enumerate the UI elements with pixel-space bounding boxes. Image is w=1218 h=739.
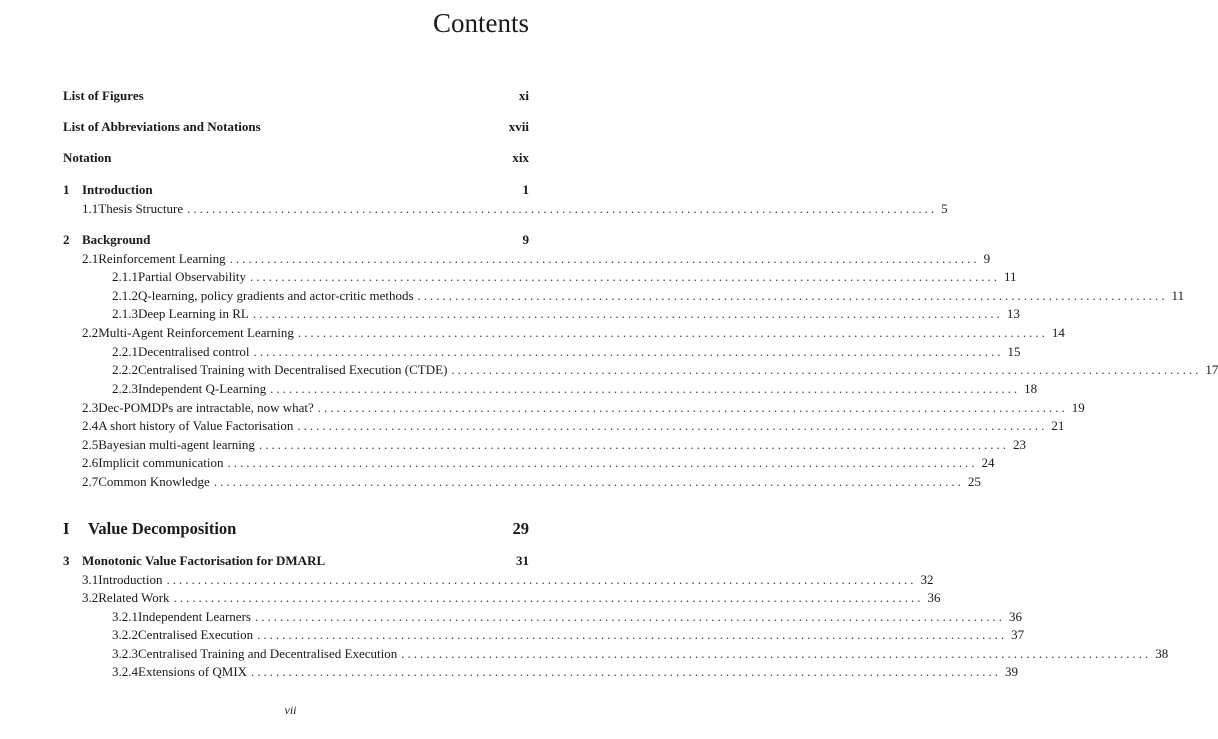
toc-entry-page: 17 <box>1205 362 1218 377</box>
toc-chapter-entry[interactable] <box>63 552 529 570</box>
toc-subsection-entry[interactable] <box>63 343 1021 361</box>
toc-subsection-entry[interactable] <box>63 287 1185 305</box>
toc-entry-page: xvii <box>508 119 529 134</box>
toc-entry-number: 2.2 <box>82 325 99 340</box>
toc-entry-number: 1 <box>63 182 70 197</box>
toc-entry-number: 2.6 <box>82 455 99 470</box>
toc-entry-title: Monotonic Value Factorisation for DMARL <box>82 553 326 568</box>
toc-entry-title: Independent Learners <box>138 609 251 624</box>
toc-entry-page: 21 <box>1051 418 1065 433</box>
toc-leader-dots: ........................................................................................................................ <box>417 288 1168 303</box>
toc-leader-dots: ........................................................................................................................ <box>229 251 980 266</box>
toc-leader-dots: ........................................................................................................................ <box>254 609 1005 624</box>
toc-leader-dots: ........................................................................................................................ <box>270 381 1021 396</box>
toc-frontmatter-entry[interactable] <box>63 149 529 167</box>
toc-entry-title: Implicit communication <box>98 455 224 470</box>
toc-subsection-entry[interactable] <box>63 268 1017 286</box>
toc-entry-page: 31 <box>516 553 529 568</box>
toc-entry-page: 15 <box>1007 344 1021 359</box>
toc-section-entry[interactable] <box>63 417 1065 435</box>
toc-entry-page: 5 <box>941 201 948 216</box>
toc-entry-title: Reinforcement Learning <box>98 251 226 266</box>
toc-entry-title: Centralised Training with Decentralised Execution (CTDE) <box>138 362 448 377</box>
toc-entry-number: 3.1 <box>82 572 99 587</box>
toc-entry-title: Introduction <box>82 182 153 197</box>
toc-entry-number: 2.7 <box>82 474 99 489</box>
toc-entry-page: 1 <box>522 182 529 197</box>
toc-entry-title: Centralised Training and Decentralised Execution <box>138 646 398 661</box>
toc-frontmatter-entry[interactable] <box>63 118 529 136</box>
toc-part-entry[interactable] <box>63 518 529 540</box>
toc-entry-number: 2.5 <box>82 437 99 452</box>
toc-subsection-entry[interactable] <box>63 626 1025 644</box>
toc-entry-number: I <box>63 519 70 538</box>
toc-entry-page: 23 <box>1012 437 1026 452</box>
toc-entry-number: 3 <box>63 553 70 568</box>
toc-section-entry[interactable] <box>63 200 948 218</box>
toc-entry-page: xi <box>518 88 529 103</box>
toc-entry-number: 1.1 <box>82 201 99 216</box>
toc-section-entry[interactable] <box>63 436 1026 454</box>
toc-entry-page: 24 <box>981 455 995 470</box>
toc-leader-dots: ........................................................................................................................ <box>187 201 938 216</box>
toc-entry-page: 36 <box>1008 609 1022 624</box>
toc-entry-page: 19 <box>1071 400 1085 415</box>
toc-entry-title: Centralised Execution <box>138 627 254 642</box>
toc-leader-dots: ........................................................................................................................ <box>173 590 924 605</box>
toc-entry-page: 9 <box>522 232 529 247</box>
toc-leader-dots: ........................................................................................................................ <box>166 572 917 587</box>
toc-entry-number: 2.2.1 <box>112 344 138 359</box>
toc-section-entry[interactable] <box>63 324 1065 342</box>
toc-section-entry[interactable] <box>63 571 934 589</box>
toc-subsection-entry[interactable] <box>63 645 1169 663</box>
toc-leader-dots: ........................................................................................................................ <box>257 627 1008 642</box>
toc-section-entry[interactable] <box>63 250 991 268</box>
toc-leader-dots: ........................................................................................................................ <box>297 325 1048 340</box>
toc-leader-dots: ........................................................................................................................ <box>213 474 964 489</box>
toc-entry-title: Decentralised control <box>138 344 250 359</box>
toc-entry-title: Background <box>82 232 151 247</box>
toc-entry-title: List of Abbreviations and Notations <box>63 119 261 134</box>
toc-section-entry[interactable] <box>63 589 941 607</box>
toc-section-entry[interactable] <box>63 399 1085 417</box>
toc-entry-title: List of Figures <box>63 88 144 103</box>
toc-leader-dots: ........................................................................................................................ <box>253 344 1004 359</box>
toc-entry-number: 3.2.2 <box>112 627 138 642</box>
toc-entry-number: 2.3 <box>82 400 99 415</box>
toc-entry-page: 14 <box>1051 325 1065 340</box>
toc-entry-number: 3.2.4 <box>112 664 138 679</box>
toc-entry-page: 37 <box>1011 627 1025 642</box>
toc-entry-page: 25 <box>967 474 981 489</box>
toc-entry-page: 9 <box>983 251 991 266</box>
toc-entry-title: Thesis Structure <box>98 201 184 216</box>
toc-leader-dots: ........................................................................................................................ <box>451 362 1202 377</box>
toc-entry-number: 2.1.3 <box>112 306 138 321</box>
toc-entry-number: 2.4 <box>82 418 99 433</box>
toc-entry-page: 11 <box>1171 288 1185 303</box>
toc-leader-dots: ........................................................................................................................ <box>251 664 1002 679</box>
toc-entry-number: 2.2.2 <box>112 362 138 377</box>
toc-leader-dots: ........................................................................................................................ <box>297 418 1048 433</box>
toc-frontmatter-entry[interactable] <box>63 87 529 105</box>
toc-entry-page: 32 <box>920 572 934 587</box>
toc-entry-title: Q-learning, policy gradients and actor-critic methods <box>138 288 414 303</box>
toc-leader-dots: ........................................................................................................................ <box>249 269 1000 284</box>
toc-entry-title: Introduction <box>98 572 163 587</box>
toc-section-entry[interactable] <box>63 454 995 472</box>
toc-entry-title: Deep Learning in RL <box>138 306 249 321</box>
toc-entry-page: 36 <box>927 590 941 605</box>
toc-section-entry[interactable] <box>63 473 981 491</box>
toc-leader-dots: ........................................................................................................................ <box>317 400 1068 415</box>
toc-entry-title: Value Decomposition <box>88 519 237 538</box>
page-title: Contents <box>432 8 529 38</box>
toc-entry-title: Extensions of QMIX <box>138 664 248 679</box>
toc-subsection-entry[interactable] <box>63 305 1020 323</box>
toc-entry-number: 2 <box>63 232 70 247</box>
toc-leader-dots: ........................................................................................................................ <box>401 646 1152 661</box>
toc-entry-number: 3.2.3 <box>112 646 138 661</box>
toc-entry-number: 3.2 <box>82 590 99 605</box>
toc-subsection-entry[interactable] <box>63 361 1218 379</box>
toc-entry-page: 39 <box>1005 664 1019 679</box>
toc-leader-dots: ........................................................................................................................ <box>252 306 1003 321</box>
toc-entry-number: 2.1.2 <box>112 288 138 303</box>
toc-entry-page: 38 <box>1155 646 1169 661</box>
toc-entry-title: Common Knowledge <box>98 474 210 489</box>
toc-entry-number: 2.2.3 <box>112 381 138 396</box>
toc-entry-title: Dec-POMDPs are intractable, now what? <box>98 400 314 415</box>
toc-chapter-entry[interactable] <box>63 181 529 199</box>
toc-leader-dots: ........................................................................................................................ <box>227 455 978 470</box>
toc-entry-page: 18 <box>1024 381 1038 396</box>
toc-subsection-entry[interactable] <box>63 608 1022 626</box>
toc-leader-dots: ........................................................................................................................ <box>258 437 1009 452</box>
toc-entry-number: 3.2.1 <box>112 609 138 624</box>
toc-entry-title: Multi-Agent Reinforcement Learning <box>98 325 294 340</box>
toc-entry-title: Bayesian multi-agent learning <box>98 437 255 452</box>
toc-entry-page: 11 <box>1003 269 1017 284</box>
toc-entry-number: 2.1.1 <box>112 269 138 284</box>
toc-entry-title: Partial Observability <box>138 269 246 284</box>
toc-entry-title: A short history of Value Factorisation <box>98 418 294 433</box>
toc-chapter-entry[interactable] <box>63 231 529 249</box>
toc-entry-title: Notation <box>63 150 112 165</box>
toc-subsection-entry[interactable] <box>63 380 1038 398</box>
toc-entry-page: 13 <box>1006 306 1020 321</box>
toc-subsection-entry[interactable] <box>63 663 1019 681</box>
toc-entry-page: xix <box>512 150 529 165</box>
toc-entry-number: 2.1 <box>82 251 99 266</box>
toc-entry-title: Related Work <box>98 590 170 605</box>
toc-entry-title: Independent Q-Learning <box>138 381 267 396</box>
page-folio: vii <box>284 703 297 717</box>
toc-entry-page: 29 <box>512 519 529 538</box>
